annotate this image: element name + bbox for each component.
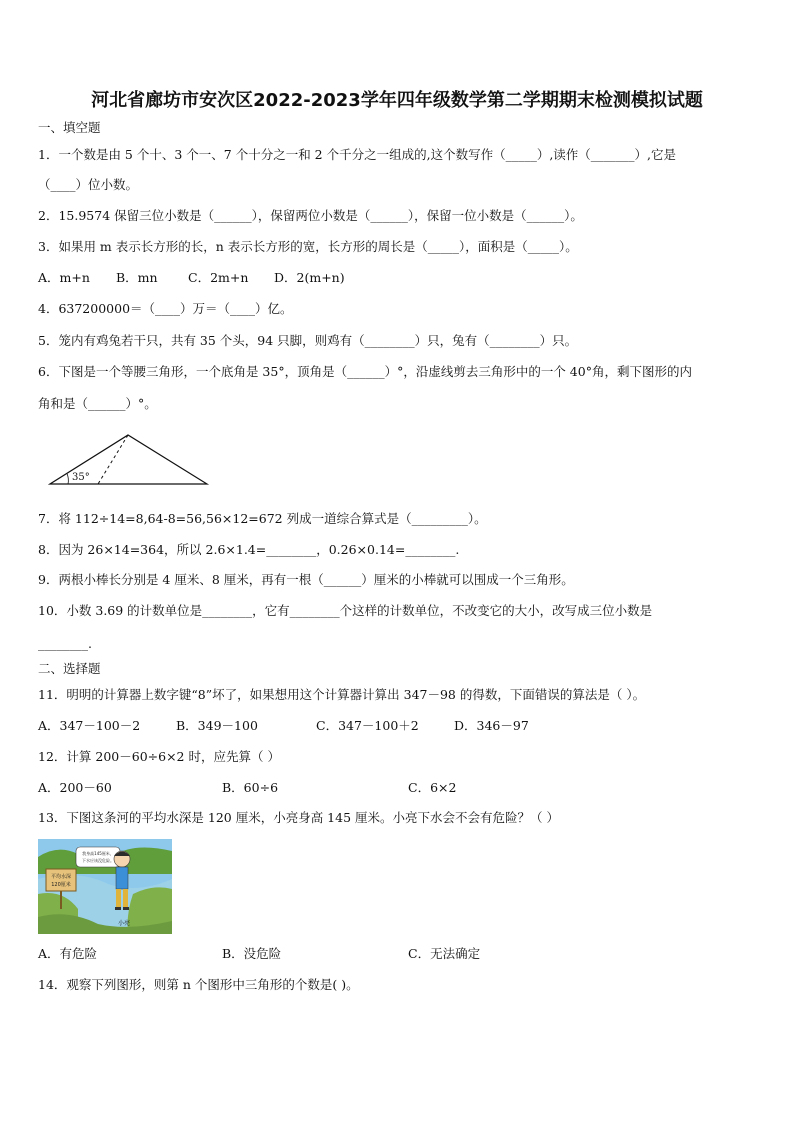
question-11-option-a: A．347－100－2 <box>38 718 141 733</box>
question-5: 5．笼内有鸡兔若干只，共有 35 个头，94 只脚，则鸡有（________）只，兔有（________）只。 <box>38 333 578 348</box>
section-heading-fill-in: 一、填空题 <box>38 120 101 135</box>
exam-title: 河北省廊坊市安次区2022-2023学年四年级数学第二学期期末检测模拟试题 <box>91 90 703 111</box>
question-3-option-d: D．2(m+n) <box>274 270 345 285</box>
question-11-option-d: D．346－97 <box>454 718 529 733</box>
question-13-option-b: B．没危险 <box>222 946 282 961</box>
question-13-option-a: A．有危险 <box>38 946 98 961</box>
question-11-option-b: B．349－100 <box>176 718 258 733</box>
speech-text-2: 下水应该没危险。 <box>82 858 114 863</box>
isosceles-triangle-figure <box>48 430 213 488</box>
question-13: 13．下图这条河的平均水深是 120 厘米，小亮身高 145 厘米。小亮下水会不会有危险？（ ） <box>38 810 559 825</box>
speech-text-1: 我身高145厘米， <box>82 851 114 856</box>
boy-shirt <box>116 867 128 889</box>
angle-arc <box>67 474 68 485</box>
question-6-line-2: 角和是（______）°。 <box>38 396 157 411</box>
question-9: 9．两根小棒长分别是 4 厘米、8 厘米，再有一根（______）厘米的小棒就可以围成一个三角形。 <box>38 572 574 587</box>
question-14: 14．观察下列图形，则第 n 个图形中三角形的个数是( )。 <box>38 977 359 992</box>
question-7: 7．将 112÷14=8,64-8=56,56×12=672 列成一道综合算式是（_________）。 <box>38 511 487 526</box>
dashed-cut-line <box>98 435 128 484</box>
question-3-option-a: A．m+n <box>38 270 90 285</box>
question-6-line-1: 6．下图是一个等腰三角形，一个底角是 35°，顶角是（______）°，沿虚线剪去三角形中的一个 40°角，剩下图形的内 <box>38 364 692 379</box>
question-10-line-2: ________. <box>38 636 92 651</box>
question-3-option-c: C．2m+n <box>188 270 249 285</box>
speech-bubble <box>76 847 120 867</box>
question-3-option-b: B．mn <box>116 270 158 285</box>
section-heading-choice: 二、选择题 <box>38 661 101 676</box>
depth-sign-text-1: 平均水深 <box>50 874 72 880</box>
question-11: 11．明明的计算器上数字键“8”坏了，如果想用这个计算器计算出 347－98 的得数，下面错误的算法是（ ）。 <box>38 687 646 702</box>
question-12-option-a: A．200－60 <box>38 780 112 795</box>
river-boy-illustration <box>38 839 172 934</box>
question-1-line-2: （____）位小数。 <box>38 177 139 192</box>
question-3: 3．如果用 m 表示长方形的长，n 表示长方形的宽，长方形的周长是（_____），面积是（_____）。 <box>38 239 578 254</box>
depth-sign-text-2: 120厘米 <box>51 882 71 888</box>
question-13-option-c: C．无法确定 <box>408 946 481 961</box>
question-10-line-1: 10．小数 3.69 的计数单位是________，它有________个这样的计数单位，不改变它的大小，改写成三位小数是 <box>38 603 653 618</box>
boy-name-label: 小亮 <box>117 920 131 927</box>
question-2: 2．15.9574 保留三位小数是（______），保留两位小数是（______），保留一位小数是（______）。 <box>38 208 583 223</box>
question-8: 8．因为 26×14=364，所以 2.6×1.4=________，0.26×0.14=________. <box>38 542 460 557</box>
question-4: 4．637200000＝（____）万＝（____）亿。 <box>38 301 293 316</box>
question-1-line-1: 1．一个数是由 5 个十、3 个一、7 个十分之一和 2 个千分之一组成的,这个数写作（_____）,读作（_______）,它是 <box>38 147 677 162</box>
question-11-option-c: C．347－100＋2 <box>316 718 419 733</box>
angle-label: 35° <box>72 472 90 483</box>
question-12-option-c: C．6×2 <box>408 780 457 795</box>
question-12: 12．计算 200－60÷6×2 时，应先算（ ） <box>38 749 280 764</box>
question-12-option-b: B．60÷6 <box>222 780 279 795</box>
